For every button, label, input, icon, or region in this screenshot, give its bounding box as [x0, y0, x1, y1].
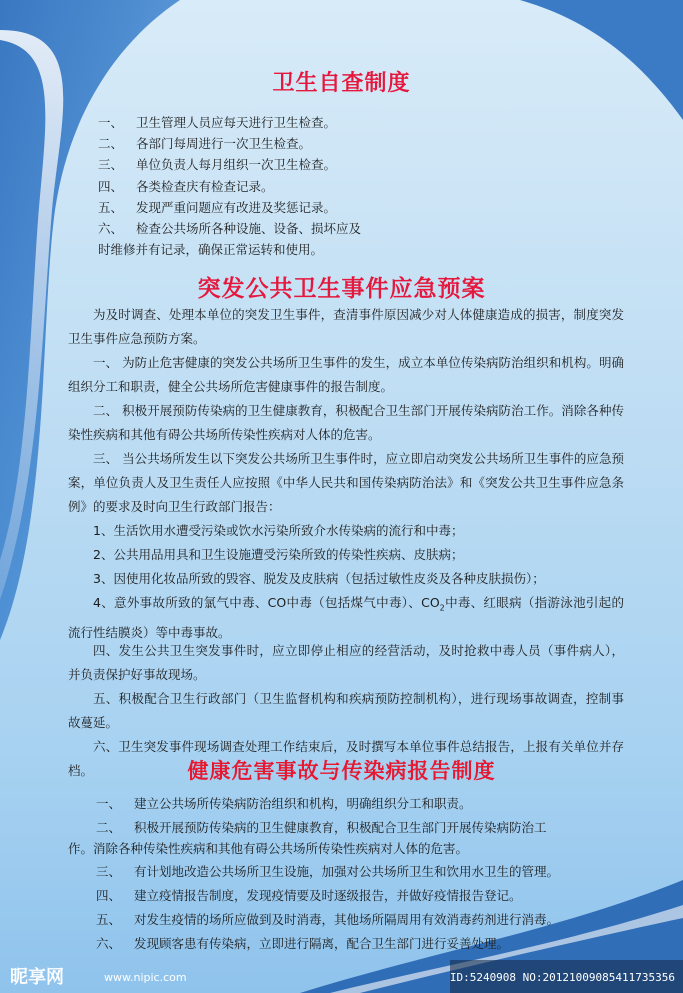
list-item: 五、 发现严重问题应有改进及奖惩记录。 — [98, 200, 337, 215]
list-item: 四、 建立疫情报告制度，发现疫情要及时逐级报告，并做好疫情报告登记。 — [96, 888, 522, 903]
paragraph: 三、 当公共场所发生以下突发公共场所卫生事件时，应立即启动突发公共场所卫生事件的应急预案，单位负责人及卫生责任人应按照《中华人民共和国传染病防治法》和《突发公共卫生事件应急条例》的要求及时向卫生行政部门报告： — [68, 451, 624, 514]
list-item-continuation: 作。消除各种传染性疾病和其他有碍公共场所传染性疾病对人体的危害。 — [68, 841, 469, 856]
paragraph: 二、 积极开展预防传染病的卫生健康教育，积极配合卫生部门开展传染病防治工作。消除各种传染性疾病和其他有碍公共场所传染性疾病对人体的危害。 — [68, 403, 624, 442]
site-url: www.nipic.com — [104, 971, 187, 984]
paragraph: 1、生活饮用水遭受污染或饮水污染所致介水传染病的流行和中毒； — [93, 523, 464, 538]
paragraph: 4、意外事故所致的氯气中毒、CO中毒（包括煤气中毒）、$CO_2$中毒、红眼病（指游泳池引起的流行性结膜炎）等中毒事故。 — [68, 595, 624, 640]
paragraph: 3、因使用化妆品所致的毁容、脱发及皮肤病（包括过敏性皮炎及各种皮肤损伤）； — [93, 571, 545, 586]
list-item: 六、 检查公共场所各种设施、设备、损坏应及 — [98, 221, 362, 236]
image-id-label: ID:5240908 NO:20121009085411735356 — [449, 971, 675, 984]
paragraph: 2、公共用品用具和卫生设施遭受污染所致的传染性疾病、皮肤病； — [93, 547, 464, 562]
list-item: 四、 各类检查庆有检查记录。 — [98, 179, 274, 194]
paragraph: 为及时调查、处理本单位的突发卫生事件，查清事件原因减少对人体健康造成的损害，制度突发卫生事件应急预防方案。 — [68, 307, 624, 346]
paragraph: 一、 为防止危害健康的突发公共场所卫生事件的发生，成立本单位传染病防治组织和机构。明确组织分工和职责，健全公共场所危害健康事件的报告制度。 — [68, 355, 624, 394]
list-item: 二、 积极开展预防传染病的卫生健康教育，积极配合卫生部门开展传染病防治工 — [96, 820, 547, 835]
list-item: 二、 各部门每周进行一次卫生检查。 — [98, 136, 312, 151]
site-logo: 昵享网 — [10, 967, 64, 988]
list-item-continuation: 时维修并有记录，确保正常运转和使用。 — [98, 242, 324, 257]
paragraph: 六、卫生突发事件现场调查处理工作结束后，及时撰写本单位事件总结报告，上报有关单位并存档。 — [68, 739, 624, 778]
section-title-incident-reporting: 健康危害事故与传染病报告制度 — [187, 759, 496, 783]
list-item: 六、 发现顾客患有传染病，立即进行隔离，配合卫生部门进行妥善处理。 — [96, 936, 510, 951]
section-title-emergency-plan: 突发公共卫生事件应急预案 — [197, 276, 486, 302]
paragraph: 五、积极配合卫生行政部门（卫生监督机构和疾病预防控制机构），进行现场事故调查，控制事故蔓延。 — [68, 691, 624, 730]
list-item: 一、 建立公共场所传染病防治组织和机构，明确组织分工和职责。 — [96, 796, 472, 811]
list-item: 五、 对发生疫情的场所应做到及时消毒，其他场所隔周用有效消毒药剂进行消毒。 — [96, 912, 560, 927]
list-item: 一、 卫生管理人员应每天进行卫生检查。 — [98, 115, 337, 130]
list-item: 三、 单位负责人每月组织一次卫生检查。 — [98, 157, 337, 172]
section-title-hygiene-self-check: 卫生自查制度 — [272, 71, 411, 96]
list-item: 三、 有计划地改造公共场所卫生设施，加强对公共场所卫生和饮用水卫生的管理。 — [96, 864, 560, 879]
paragraph: 四、发生公共卫生突发事件时，应立即停止相应的经营活动，及时抢救中毒人员（事件病人），并负责保护好事故现场。 — [68, 643, 624, 682]
